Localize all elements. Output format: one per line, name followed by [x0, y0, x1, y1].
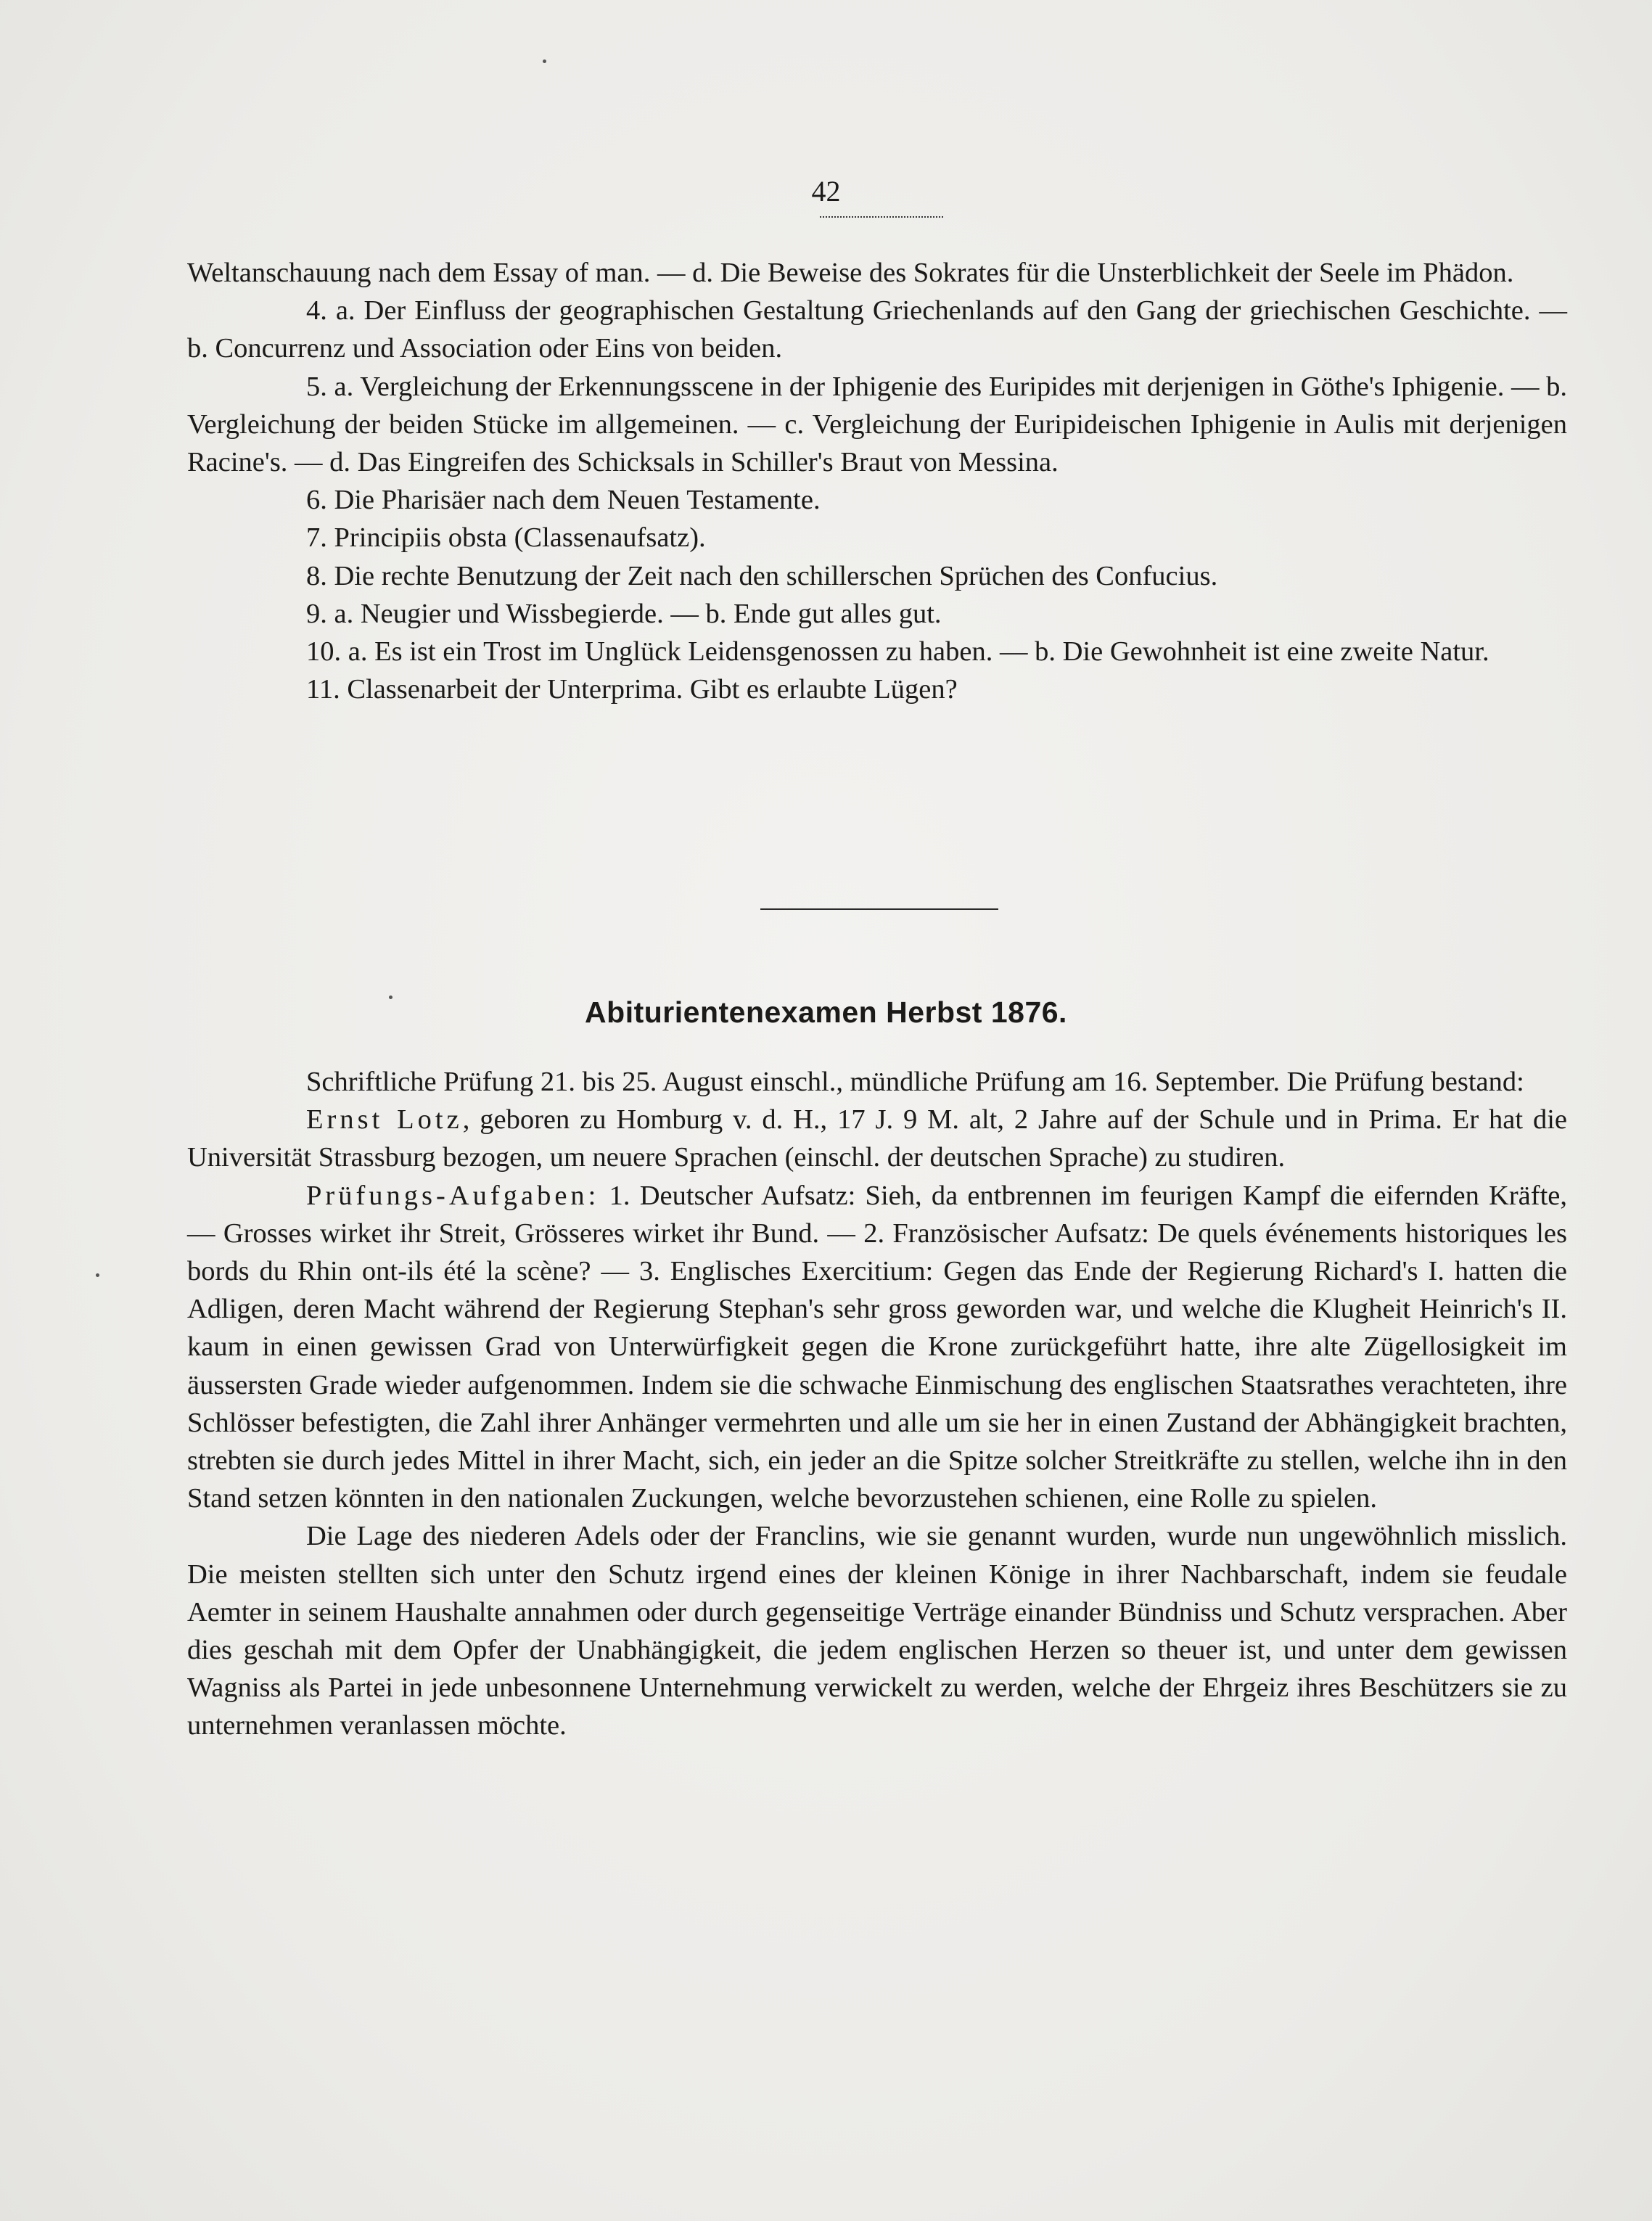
exercitium-continuation: Die Lage des niederen Adels oder der Franclins, wie sie genannt wurden, wurde nun ungewöhnlich misslich. Die meisten stellten sich unter den Schutz irgend eines der kleinen Könige in ihrer Nachbarschaft, indem sie feudale Aemter in seinem Haushalte annahmen oder durch gegenseitige Verträge einander Bündniss und Schutz versprachen. Aber dies geschah mit dem Opfer der Unabhängigkeit, die jedem englischen Herzen so theuer ist, und unter dem gewissen Wagniss als Partei in jede unbesonnene Unternehmung verwickelt zu werden, welche der Ehrgeiz ihres Beschützers sie zu unternehmen veranlassen möchte. — [187, 1521, 1567, 1741]
tasks-label: Prüfungs-Aufgaben: — [306, 1180, 600, 1211]
exam-report — [187, 1063, 1567, 1745]
section-heading: Abiturientenexamen Herbst 1876. — [585, 995, 1067, 1029]
topic-item: 11. Classenarbeit der Unterprima. Gibt es erlaubte Lügen? — [306, 674, 958, 705]
ink-speck — [543, 59, 546, 63]
essay-topics-list — [187, 254, 1567, 708]
topic-item: 4. a. Der Einfluss der geographischen Gestaltung Griechenlands auf den Gang der griechischen Geschichte. — b. Concurrenz und Association oder Eins von beiden. — [187, 295, 1567, 364]
section-divider — [760, 908, 998, 910]
candidate-name: Ernst Lotz — [306, 1104, 463, 1136]
topic-item: 8. Die rechte Benutzung der Zeit nach den schillerschen Sprüchen des Confucius. — [306, 560, 1218, 591]
candidate-details: , geboren zu Homburg v. d. H., 17 J. 9 M. alt, 2 Jahre auf der Schule und in Prima. Er hat die Universität Strassburg bezogen, um neuere Sprachen (einschl. der deutschen Sprache) zu studiren. — [187, 1104, 1567, 1173]
ink-speck — [96, 1273, 99, 1277]
topic-item: 10. a. Es ist ein Trost im Unglück Leidensgenossen zu haben. — b. Die Gewohnheit ist eine zweite Natur. — [306, 636, 1489, 668]
topic-item: 5. a. Vergleichung der Erkennungsscene in der Iphigenie des Euripides mit derjenigen in Göthe's Iphigenie. — b. Vergleichung der beiden Stücke im allgemeinen. — c. Vergleichung der Euripideischen Iphigenie in Aulis mit derjenigen Racine's. — d. Das Eingreifen des Schicksals in Schiller's Braut von Messina. — [187, 371, 1567, 478]
candidate-paragraph — [187, 1101, 1567, 1176]
topic-item: 9. a. Neugier und Wissbegierde. — b. Ende gut alles gut. — [306, 598, 942, 629]
tasks-paragraph — [187, 1177, 1567, 1518]
exam-dates-paragraph: Schriftliche Prüfung 21. bis 25. August einschl., mündliche Prüfung am 16. September. Die Prüfung bestand: — [306, 1067, 1524, 1097]
tasks-text: 1. Deutscher Aufsatz: Sieh, da entbrennen im feurigen Kampf die eifernden Kräfte, — Grosses wirket ihr Streit, Grösseres wirket ihr Bund. — 2. Französischer Aufsatz: De quels événements historiques les bords du Rhin ont-ils été la scène? — 3. Englisches Exercitium: Gegen das Ende der Regierung Richard's I. hatten die Adligen, deren Macht während der Regierung Stephan's sehr gross geworden war, und welche die Klugheit Heinrich's II. kaum in einen gewissen Grad von Unterwürfigkeit gegen die Krone zurückgeführt hatte, ihre alte Zügellosigkeit im äussersten Grade wieder aufgenommen. Indem sie die schwache Einmischung des englischen Staatsrathes verachteten, ihre Schlösser befestigten, die Zahl ihrer Anhänger vermehrten und alle um sie her in einen Zustand der Abhängigkeit brachten, strebten sie durch jedes Mittel in ihrer Macht, sich, ein jeder an die Spitze solcher Streitkräfte zu stellen, welche ihn in den Stand setzen könnten in den nationalen Zuckungen, welche bevorzustehen schienen, eine Rolle zu spielen. — [187, 1180, 1567, 1514]
page-number-ornament — [820, 212, 943, 218]
topic-item: 6. Die Pharisäer nach dem Neuen Testamente. — [306, 485, 821, 516]
page-number: 42 — [811, 175, 841, 208]
topic-continuation: Weltanschauung nach dem Essay of man. — d. Die Beweise des Sokrates für die Unsterblichkeit der Seele im Phädon. — [187, 258, 1514, 288]
topic-item: 7. Principiis obsta (Classenaufsatz). — [306, 522, 706, 554]
